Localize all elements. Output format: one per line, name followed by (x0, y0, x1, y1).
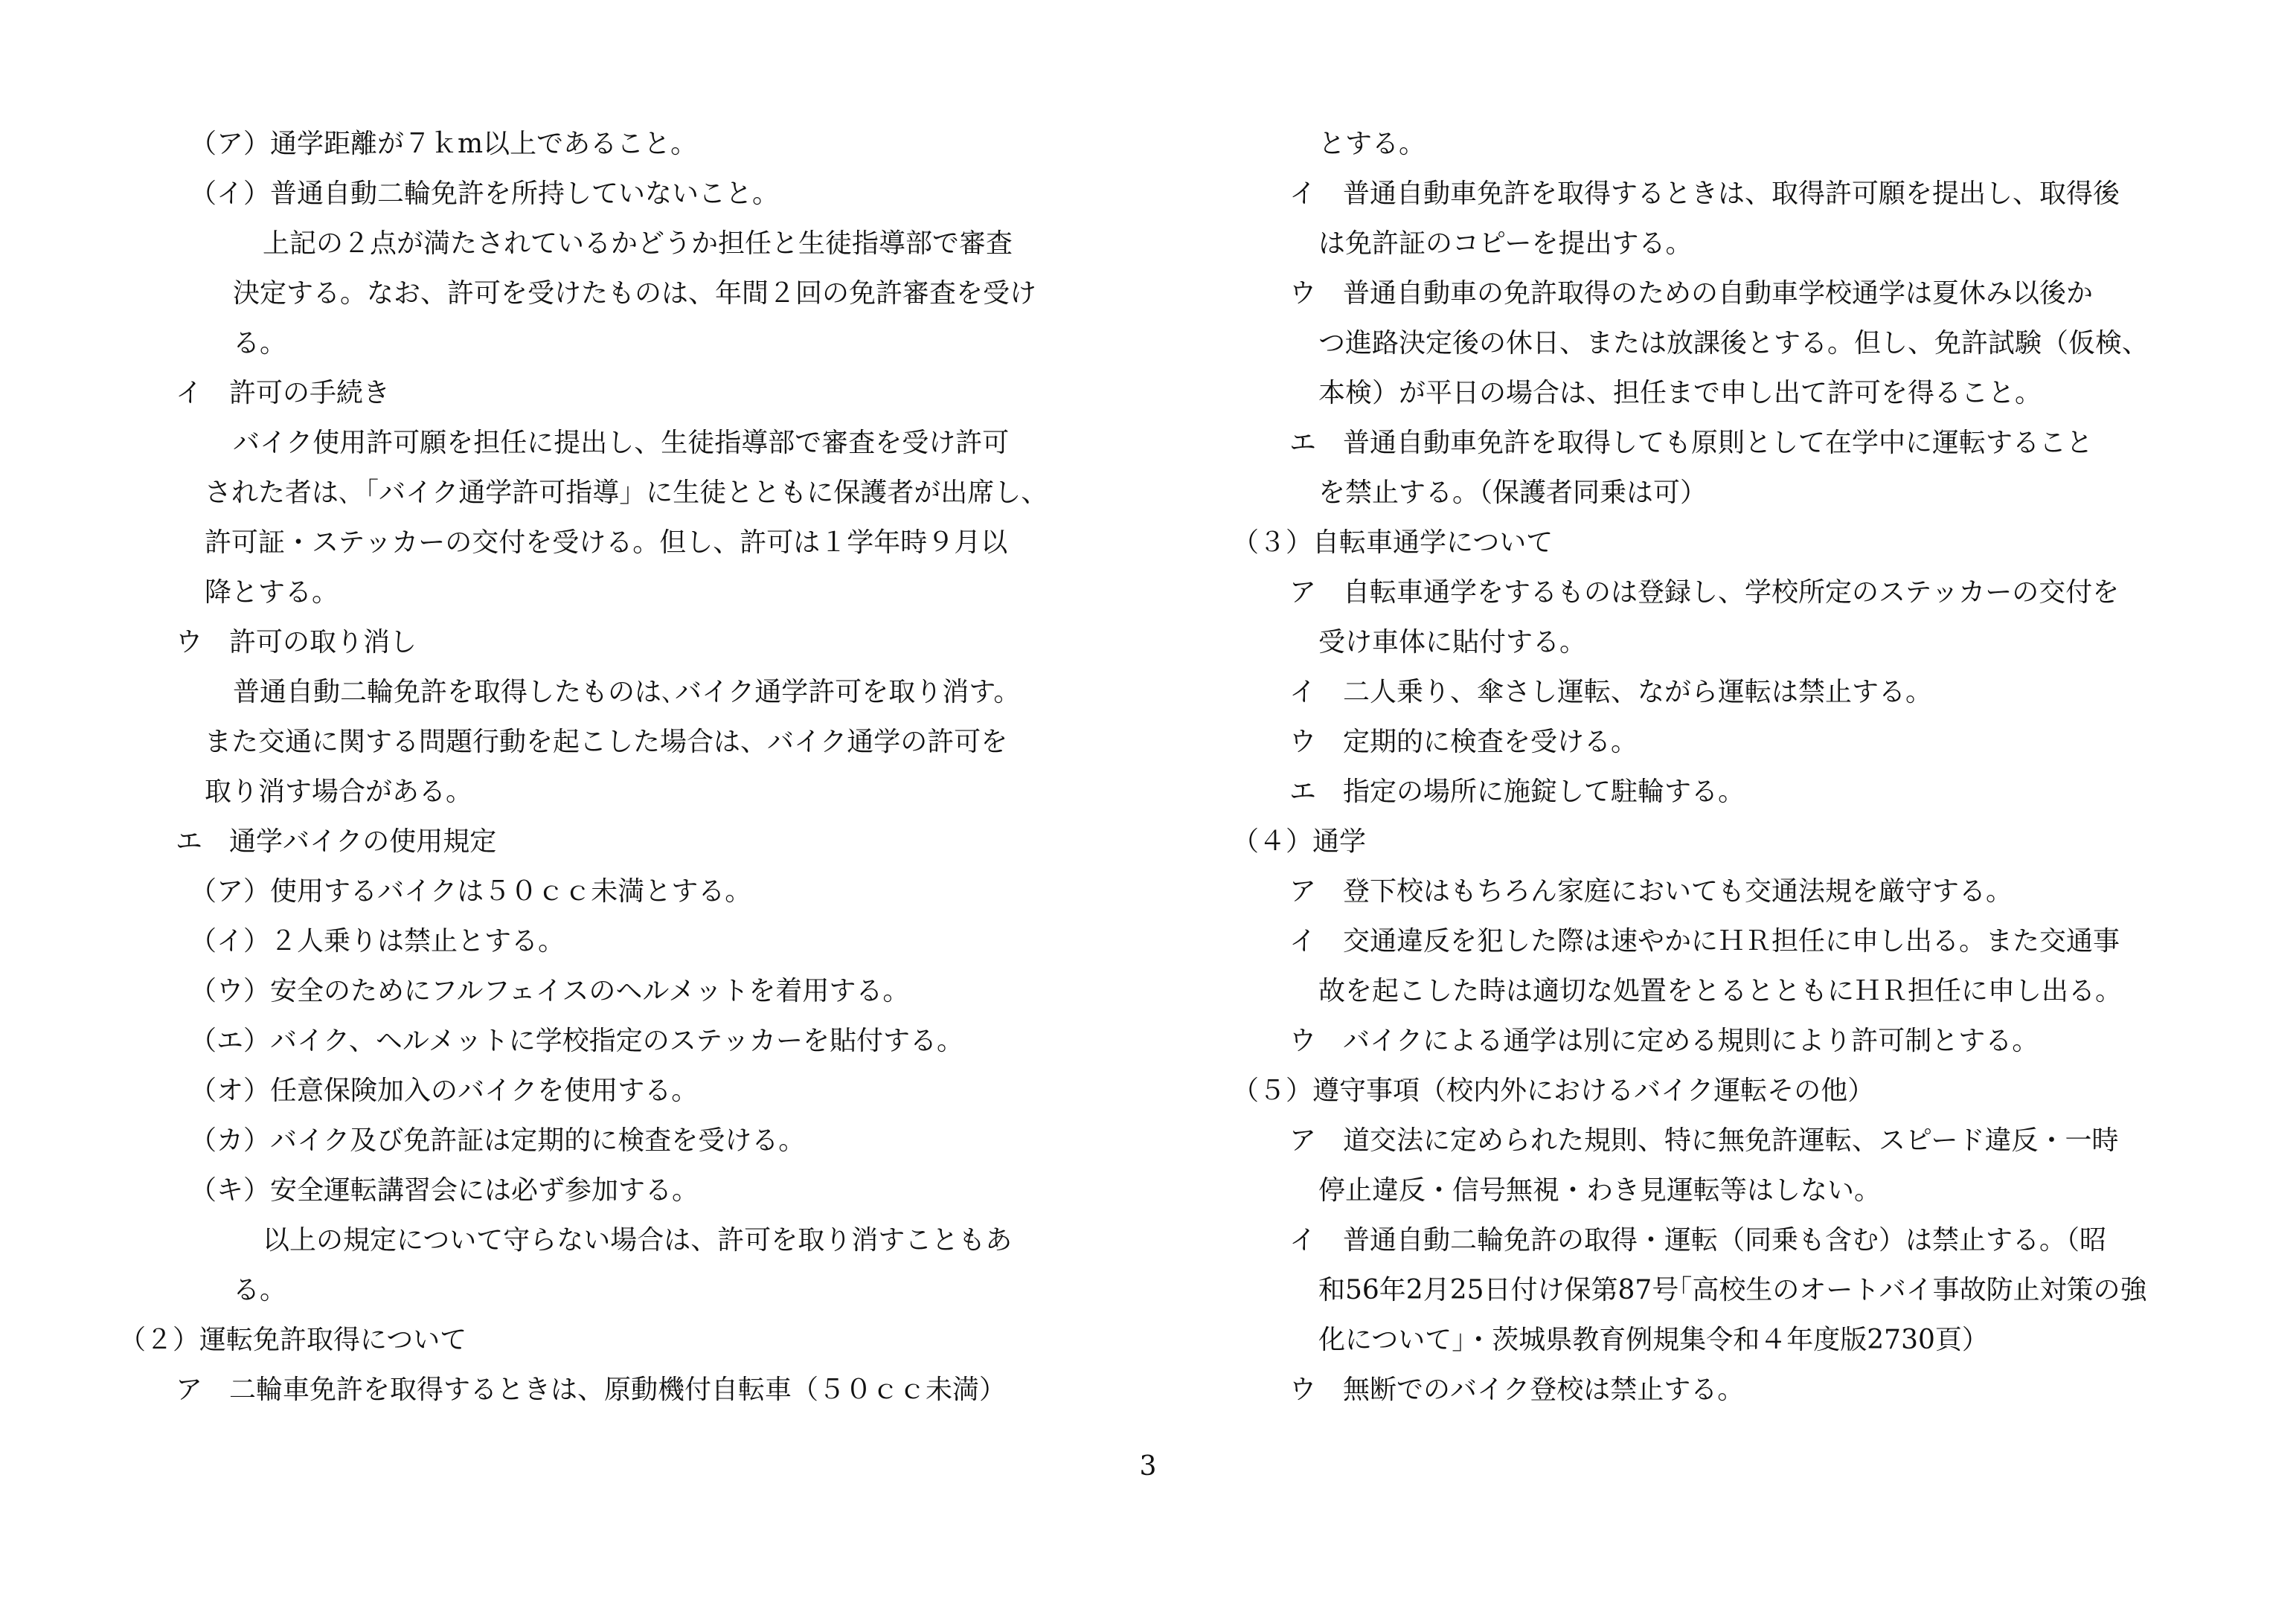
text-line: る。 (233, 328, 287, 359)
text-line: 上記の２点が満たされているかどうか担任と生徒指導部で審査 (263, 228, 1013, 259)
text-line: 以上の規定について守らない場合は、許可を取り消すこともあ (263, 1225, 1013, 1256)
text-line: 化について」・茨城県教育例規集令和４年度版2730頁） (1318, 1325, 1989, 1355)
text-line: （キ）安全運転講習会には必ず参加する。 (190, 1175, 699, 1206)
text-line: る。 (233, 1275, 287, 1305)
text-line: 取り消す場合がある。 (205, 777, 473, 807)
text-line: つ進路決定後の休日、または放課後とする。但し、免許試験（仮検、 (1318, 328, 2149, 359)
section-heading: （２）運転免許取得について (119, 1325, 467, 1355)
section-heading: （５）遵守事項（校内外におけるバイク運転その他） (1232, 1076, 1875, 1106)
text-line: バイク使用許可願を担任に提出し、生徒指導部で審査を受け許可 (233, 428, 1010, 458)
text-line: ア 道交法に定められた規則、特に無免許運転、スピード違反・一時 (1289, 1125, 2119, 1156)
section-heading: ウ 許可の取り消し (176, 627, 417, 658)
text-line: （イ）２人乗りは禁止とする。 (190, 926, 565, 957)
text-line: エ 普通自動車免許を取得しても原則として在学中に運転すること (1289, 428, 2094, 458)
text-line: 停止違反・信号無視・わき見運転等はしない。 (1318, 1175, 1882, 1206)
section-heading: エ 通学バイクの使用規定 (176, 826, 497, 857)
text-line: エ 指定の場所に施錠して駐輪する。 (1289, 777, 1745, 807)
text-line: とする。 (1318, 129, 1426, 159)
text-line: （カ）バイク及び免許証は定期的に検査を受ける。 (190, 1125, 806, 1156)
text-line: ア 登下校はもちろん家庭においても交通法規を厳守する。 (1289, 876, 2013, 907)
section-heading: イ 許可の手続き (176, 378, 391, 408)
text-line: （オ）任意保険加入のバイクを使用する。 (190, 1076, 699, 1106)
text-line: イ 二人乗り、傘さし運転、ながら運転は禁止する。 (1289, 677, 1933, 707)
text-line: ウ 無断でのバイク登校は禁止する。 (1289, 1375, 1745, 1405)
text-line: 許可証・ステッカーの交付を受ける。但し、許可は１学年時９月以 (205, 527, 1008, 558)
text-line: （イ）普通自動二輪免許を所持していないこと。 (190, 179, 780, 209)
text-line: 普通自動二輪免許を取得したものは､バイク通学許可を取り消す。 (233, 677, 1021, 707)
text-line: （ア）通学距離が７ｋm以上であること。 (190, 129, 698, 159)
text-line: ア 二輪車免許を取得するときは、原動機付自転車（５０ｃｃ未満） (176, 1375, 1007, 1405)
page-number: 3 (1139, 1451, 1157, 1482)
text-line: 故を起こした時は適切な処置をとるとともにＨＲ担任に申し出る。 (1318, 976, 2123, 1006)
text-line: ウ 普通自動車の免許取得のための自動車学校通学は夏休み以後か (1289, 278, 2094, 309)
text-line: ウ バイクによる通学は別に定める規則により許可制とする。 (1289, 1026, 2039, 1056)
text-line: 決定する。なお、許可を受けたものは、年間２回の免許審査を受け (233, 278, 1037, 309)
text-line: された者は､「バイク通学許可指導」に生徒とともに保護者が出席し、 (205, 478, 1048, 508)
text-line: 本検）が平日の場合は、担任まで申し出て許可を得ること。 (1318, 378, 2042, 408)
text-line: ウ 定期的に検査を受ける。 (1289, 727, 1638, 757)
section-heading: （３）自転車通学について (1232, 527, 1553, 558)
text-line: イ 普通自動車免許を取得するときは、取得許可願を提出し、取得後 (1289, 179, 2120, 209)
text-line: また交通に関する問題行動を起こした場合は、バイク通学の許可を (205, 727, 1008, 757)
text-line: （ウ）安全のためにフルフェイスのヘルメットを着用する。 (190, 976, 910, 1006)
section-heading: （４）通学 (1232, 826, 1367, 857)
text-line: （エ）バイク、ヘルメットに学校指定のステッカーを貼付する。 (190, 1026, 964, 1056)
text-line: イ 交通違反を犯した際は速やかにＨＲ担任に申し出る。また交通事 (1289, 926, 2120, 957)
text-line: を禁止する。（保護者同乗は可） (1318, 478, 1707, 508)
text-line: ア 自転車通学をするものは登録し、学校所定のステッカーの交付を (1289, 577, 2120, 608)
text-line: イ 普通自動二輪免許の取得・運転（同乗も含む）は禁止する。（昭 (1289, 1225, 2107, 1256)
text-line: 和56年2月25日付け保第87号｢高校生のオートバイ事故防止対策の強 (1318, 1275, 2147, 1305)
text-line: は免許証のコピーを提出する。 (1318, 228, 1693, 259)
text-line: 降とする。 (205, 577, 339, 608)
text-line: 受け車体に貼付する。 (1318, 627, 1587, 658)
text-line: （ア）使用するバイクは５０ｃｃ未満とする。 (190, 876, 752, 907)
